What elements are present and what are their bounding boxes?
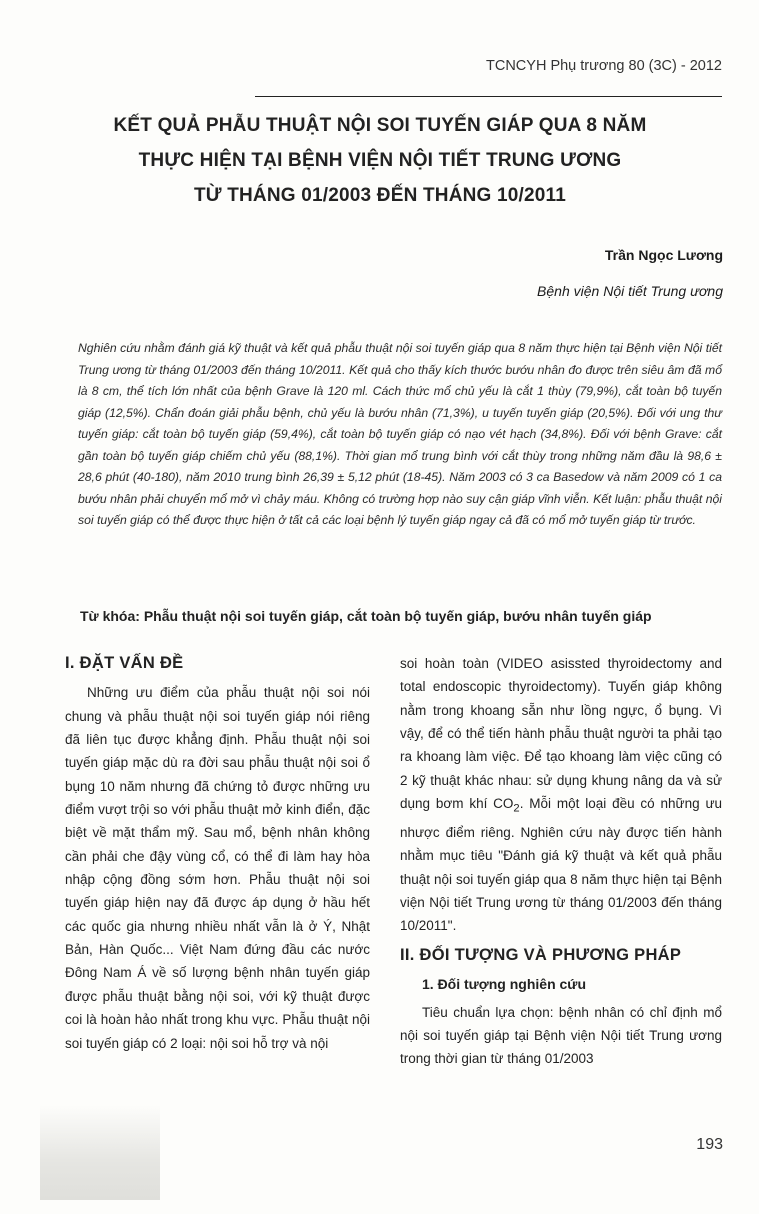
continuation-end: . Mỗi một loại đều có những ưu nhược điểm riêng. Nghiên cứu này được tiến hành nhằm mục tiêu "Đánh giá kỹ thuật và kết quả phẫu thuật nội soi tuyến giáp qua 8 năm thực hiện tại Bệnh viện Nội tiết Trung ương từ tháng 01/2003 đến tháng 10/2011".: [400, 796, 722, 934]
author-affiliation: Bệnh viện Nội tiết Trung ương: [537, 283, 723, 299]
section-2-heading: II. ĐỐI TƯỢNG VÀ PHƯƠNG PHÁP: [400, 945, 682, 964]
section-2-subheading: 1. Đối tượng nghiên cứu: [422, 976, 587, 993]
section-1-paragraph: Những ưu điểm của phẫu thuật nội soi nói chung và phẫu thuật nội soi tuyến giáp nói riêng đã liên tục được khẳng định. Phẫu thuật nội soi tuyến giáp mặc dù ra đời sau phẫu thuật nội soi ổ bụng 10 năm nhưng đã chứng tỏ được những ưu điểm vượt trội so với phẫu thuật mở kinh điển, đặc biệt về mặt thẩm mỹ. Sau mổ, bệnh nhân không cần phải che đậy vùng cổ, có thể đi làm hay hòa nhập cộng đồng sớm hơn. Phẫu thuật nội soi tuyến giáp hiện nay đã được áp dụng ở hầu hết các quốc gia nhưng nhiều nhất vẫn là ở Ý, Nhật Bản, Hàn Quốc... Việt Nam đứng đầu các nước Đông Nam Á về số lượng bệnh nhân tuyến giáp được phẫu thuật bằng nội soi, với kỹ thuật được coi là hoàn hảo nhất trong khu vực. Phẫu thuật nội soi tuyến giáp có 2 loại: nội soi hỗ trợ và nội: [65, 685, 370, 1051]
continuation-start: soi hoàn toàn (VIDEO asissted thyroidectomy and total endoscopic thyroidectomy). Tuyến giáp không nằm trong khoang sẵn như lồng ngực, ổ bụng. Vì vậy, để có thể tiến hành phẫu thuật người ta phải tạo ra khoang làm việc. Để tạo khoang làm việc cũng có 2 kỹ thuật khác nhau: sử dụng khung nâng da và sử dụng bơm khí CO: [400, 656, 722, 812]
scan-shadow: [40, 1105, 160, 1200]
section-1-heading: I. ĐẶT VẤN ĐỀ: [65, 654, 184, 672]
section-2-paragraph: Tiêu chuẩn lựa chọn: bệnh nhân có chỉ định mổ nội soi tuyến giáp tại Bệnh viện Nội tiết Trung ương trong thời gian từ tháng 01/2003: [400, 1004, 722, 1067]
keywords-label: Từ khóa:: [80, 608, 140, 624]
keywords: [80, 608, 725, 624]
title-line-1: KẾT QUẢ PHẪU THUẬT NỘI SOI TUYẾN GIÁP QUA 8 NĂM: [113, 115, 647, 136]
section-1-continuation: [400, 652, 722, 938]
author-name: Trần Ngọc Lương: [604, 247, 723, 263]
journal-header: TCNCYH Phụ trương 80 (3C) - 2012: [486, 58, 722, 74]
left-column: [65, 652, 370, 1055]
co2-subscript: 2: [513, 802, 520, 815]
article-title: [60, 108, 700, 213]
header-rule: [255, 96, 722, 97]
title-line-2: THỰC HIỆN TẠI BỆNH VIỆN NỘI TIẾT TRUNG ƯƠNG: [138, 150, 622, 171]
keywords-text: Phẫu thuật nội soi tuyến giáp, cắt toàn bộ tuyến giáp, bướu nhân tuyến giáp: [143, 608, 652, 624]
page-number: 193: [696, 1136, 723, 1153]
right-column: [400, 652, 722, 1071]
abstract: Nghiên cứu nhằm đánh giá kỹ thuật và kết quả phẫu thuật nội soi tuyến giáp qua 8 năm thực hiện tại Bệnh viện Nội tiết Trung ương từ tháng 01/2003 đến tháng 10/2011. Kết quả cho thấy kích thước bướu nhân đo được trên siêu âm đã mổ là 8 cm, thể tích lớn nhất của bệnh Grave là 120 ml. Cách thức mổ chủ yếu là cắt 1 thùy (79,9%), cắt toàn bộ tuyến giáp (12,5%). Chẩn đoán giải phẫu bệnh, chủ yếu là bướu nhân (71,3%), u tuyến tuyến giáp (20,5%). Đối với ung thư tuyến giáp: cắt toàn bộ tuyến giáp (59,4%), cắt toàn bộ tuyến giáp có nạo vét hạch (34,8%). Đối với bệnh Grave: cắt gần toàn bộ tuyến giáp chiếm chủ yếu (88,1%). Thời gian mổ trung bình với cắt thùy trong những năm đầu là 98,6 ± 28,6 phút (40-180), năm 2010 trung bình 26,39 ± 5,12 phút (18-45). Năm 2003 có 3 ca Basedow và năm 2009 có 1 ca bướu nhân phải chuyển mổ mở vì chảy máu. Không có trường hợp nào suy cận giáp vĩnh viễn. Kết luận: phẫu thuật nội soi tuyến giáp có thể được thực hiện ở tất cả các loại bệnh lý tuyến giáp ngay cả đã có mổ mở tuyến giáp từ trước.: [78, 341, 722, 527]
title-line-3: TỪ THÁNG 01/2003 ĐẾN THÁNG 10/2011: [193, 185, 567, 206]
